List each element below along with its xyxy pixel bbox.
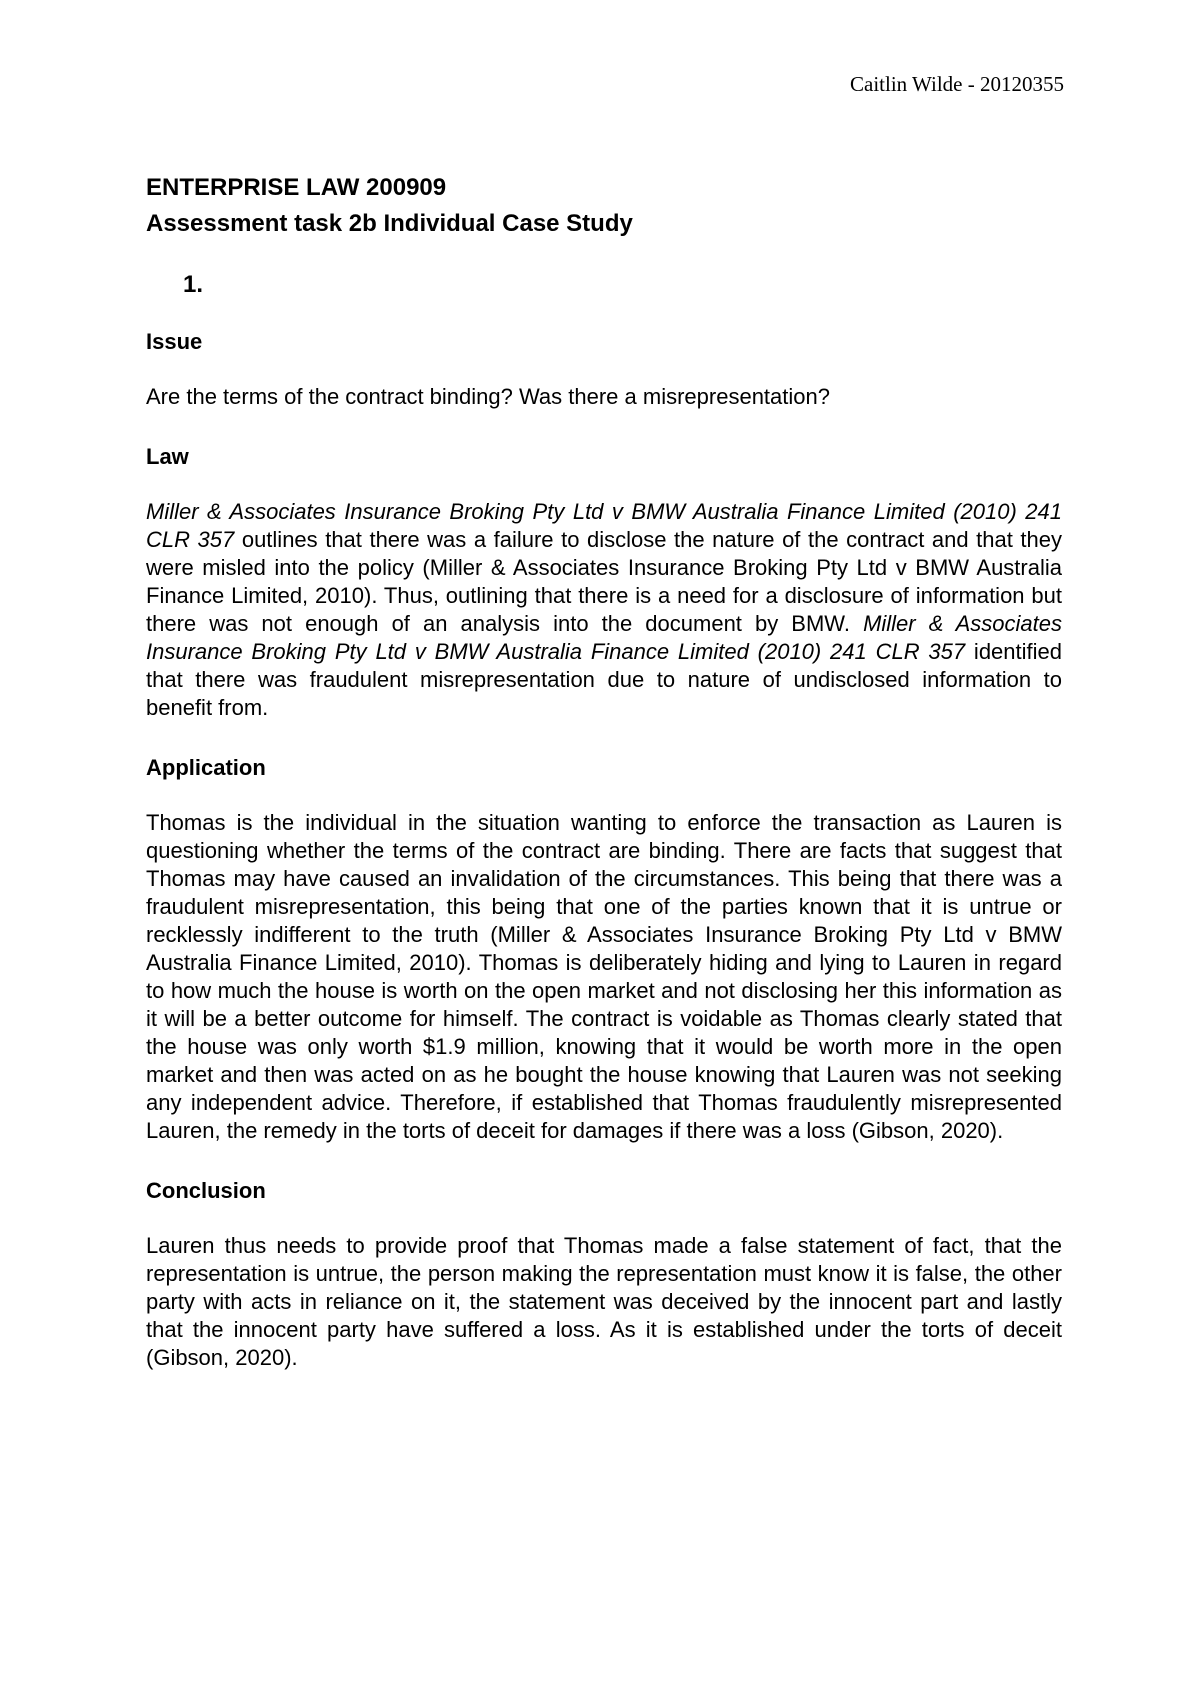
question-number: 1. xyxy=(183,271,204,298)
assessment-title: Assessment task 2b Individual Case Study xyxy=(146,210,633,237)
case-citation: Miller & Associates Insurance Broking Pty Ltd v BMW Australia Finance Limited (2010) 241 CLR 357 xyxy=(146,611,1063,664)
author-header: Caitlin Wilde - 20120355 xyxy=(850,72,1064,96)
issue-heading: Issue xyxy=(146,329,203,354)
issue-paragraph: Are the terms of the contract binding? Was there a misrepresentation? xyxy=(146,384,830,409)
law-text-part-2: identified that there was fraudulent misrepresentation due to nature of undisclosed information to benefit from. xyxy=(146,639,1062,720)
application-heading: Application xyxy=(146,755,266,780)
case-citation: Miller & Associates Insurance Broking Pty Ltd v BMW Australia Finance Limited (2010) 241 CLR 357 xyxy=(146,499,1062,552)
law-text-part-1: outlines that there was a failure to disclose the nature of the contract and that they were misled into the policy (Miller & Associates Insurance Broking Pty Ltd v BMW Australia Finance Limited, 2010). Thus, outlining that there is a need for a disclosure of information but there was not enough of an analysis into the document by BMW. xyxy=(146,527,1062,636)
law-paragraph xyxy=(146,498,1062,722)
conclusion-paragraph: Lauren thus needs to provide proof that Thomas made a false statement of fact, that the representation is untrue, the person making the representation must know it is false, the other party with acts in reliance on it, the statement was deceived by the innocent part and lastly that the innocent party have suffered a loss. As it is established under the torts of deceit (Gibson, 2020). xyxy=(146,1233,1062,1370)
law-heading: Law xyxy=(146,444,189,469)
document-title xyxy=(146,170,1062,242)
conclusion-heading: Conclusion xyxy=(146,1178,266,1203)
document-body xyxy=(146,170,1062,1372)
application-paragraph: Thomas is the individual in the situation wanting to enforce the transaction as Lauren is questioning whether the terms of the contract are binding. There are facts that suggest that Thomas may have caused an invalidation of the circumstances. This being that there was a fraudulent misrepresentation, this being that one of the parties known that it is untrue or recklessly indifferent to the truth (Miller & Associates Insurance Broking Pty Ltd v BMW Australia Finance Limited, 2010). Thomas is deliberately hiding and lying to Lauren in regard to how much the house is worth on the open market and not disclosing her this information as it will be a better outcome for himself. The contract is voidable as Thomas clearly stated that the house was only worth $1.9 million, knowing that it would be worth more in the open market and then was acted on as he bought the house knowing that Lauren was not seeking any independent advice. Therefore, if established that Thomas fraudulently misrepresented Lauren, the remedy in the torts of deceit for damages if there was a loss (Gibson, 2020). xyxy=(146,810,1062,1143)
course-title: ENTERPRISE LAW 200909 xyxy=(146,174,447,201)
